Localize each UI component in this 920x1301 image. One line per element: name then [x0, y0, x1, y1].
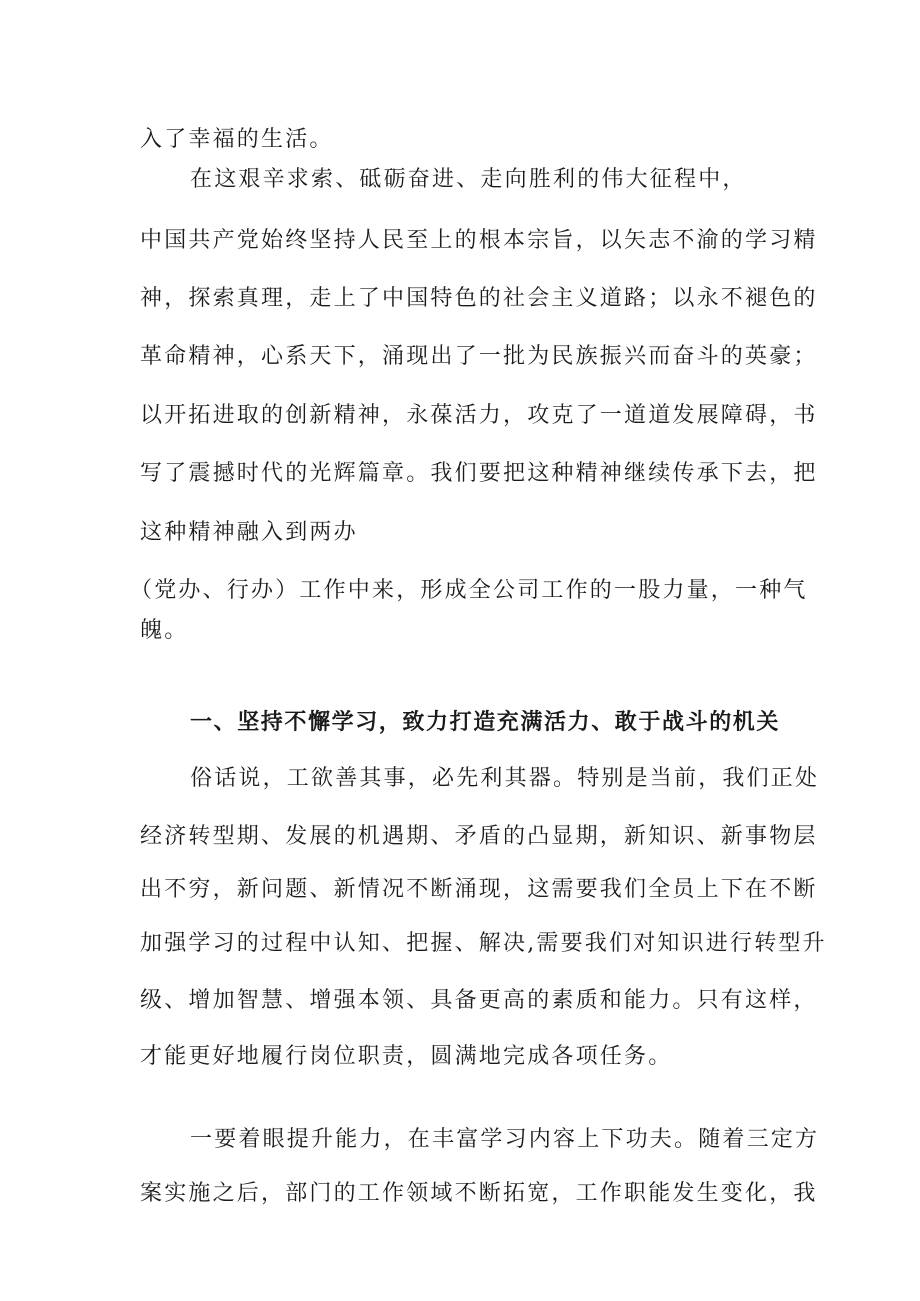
- paragraph-line: 出不穷，新问题、新情况不断涌现，这需要我们全员上下在不断: [140, 877, 818, 902]
- paragraph-line: 才能更好地履行岗位职责，圆满地完成各项任务。: [140, 1044, 673, 1069]
- paragraph-line: 一要着眼提升能力，在丰富学习内容上下功夫。随着三定方: [190, 1127, 820, 1152]
- paragraph-line: 案实施之后，部门的工作领域不断拓宽，工作职能发生变化，我: [140, 1181, 818, 1206]
- paragraph-line: 加强学习的过程中认知、把握、解决,需要我们对知识进行转型升: [140, 931, 827, 956]
- paragraph-line: 魄。: [140, 618, 189, 643]
- paragraph-line: 中国共产党始终坚持人民至上的根本宗旨，以矢志不渝的学习精: [140, 228, 818, 253]
- paragraph-line: （党办、行办）工作中来，形成全公司工作的一股力量，一种气: [130, 578, 808, 603]
- paragraph-line: 经济转型期、发展的机遇期、矛盾的凸显期，新知识、新事物层: [140, 824, 818, 849]
- paragraph-line: 级、增加智慧、增强本领、具备更高的素质和能力。只有这样，: [140, 988, 818, 1013]
- paragraph-line: 这种精神融入到两办: [140, 520, 358, 545]
- paragraph-line: 神，探索真理，走上了中国特色的社会主义道路；以永不褪色的: [140, 286, 818, 311]
- section-heading: 一、坚持不懈学习，致力打造充满活力、敢于战斗的机关: [190, 709, 781, 735]
- paragraph-line: 以开拓进取的创新精神，永葆活力，攻克了一道道发展障碍，书: [140, 403, 818, 428]
- paragraph-line: 入了幸福的生活。: [140, 127, 334, 152]
- paragraph-line: 在这艰辛求索、砥砺奋进、走向胜利的伟大征程中，: [190, 167, 747, 192]
- paragraph-line: 写了震撼时代的光辉篇章。我们要把这种精神继续传承下去，把: [140, 461, 818, 486]
- paragraph-line: 俗话说，工欲善其事，必先利其器。特别是当前，我们正处: [190, 766, 820, 791]
- paragraph-line: 革命精神，心系天下，涌现出了一批为民族振兴而奋斗的英豪；: [140, 344, 818, 369]
